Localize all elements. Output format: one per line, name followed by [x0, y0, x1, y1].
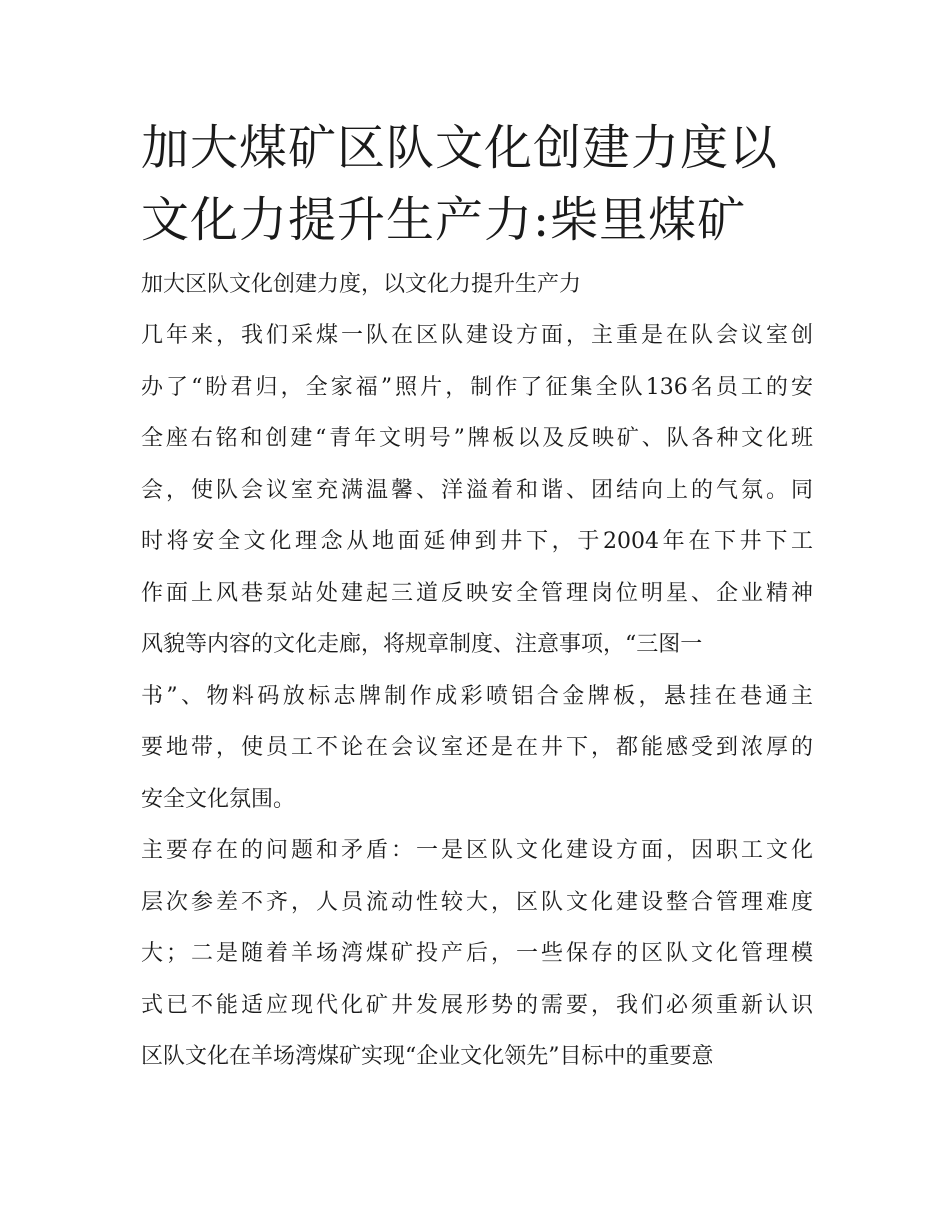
- text-line: 办了“盼君归，全家福”照片，制作了征集全队136名员工的安: [141, 374, 813, 400]
- title-line: 文化力提升生产力:柴里煤矿: [141, 192, 747, 248]
- document-title: [141, 112, 801, 256]
- text-line: 主要存在的问题和矛盾：一是区队文化建设方面，因职工文化: [141, 838, 813, 863]
- paragraph-2: [141, 825, 813, 1083]
- text-line: 层次参差不齐，人员流动性较大，区队文化建设整合管理难度: [141, 889, 813, 915]
- text-line: 式已不能适应现代化矿井发展形势的需要，我们必须重新认识: [141, 992, 813, 1018]
- document-subtitle: 加大区队文化创建力度，以文化力提升生产力: [141, 272, 582, 297]
- text-line: 几年来，我们采煤一队在区队建设方面，主重是在队会议室创: [141, 323, 813, 348]
- text-line: 作面上风巷泵站处建起三道反映安全管理岗位明星、企业精神: [141, 580, 813, 606]
- document-page: [141, 112, 813, 1083]
- text-line: 全座右铭和创建“青年文明号”牌板以及反映矿、队各种文化班: [141, 426, 813, 451]
- text-line: 书”、物料码放标志牌制作成彩喷铝合金牌板，悬挂在巷通主: [141, 683, 813, 709]
- text-line: 会，使队会议室充满温馨、洋溢着和谐、团结向上的气氛。同: [141, 477, 813, 503]
- text-line: 风貌等内容的文化走廊，将规章制度、注意事项，“三图一: [141, 632, 703, 657]
- text-line: 大；二是随着羊场湾煤矿投产后，一些保存的区队文化管理模: [141, 941, 813, 966]
- paragraph-1: [141, 310, 813, 825]
- text-line: 区队文化在羊场湾煤矿实现“企业文化领先”目标中的重要意: [141, 1044, 714, 1069]
- text-line: 安全文化氛围。: [141, 786, 296, 812]
- title-line: 加大煤矿区队文化创建力度以: [141, 120, 779, 176]
- text-line: 时将安全文化理念从地面延伸到井下，于2004年在下井下工: [141, 529, 813, 554]
- text-line: 要地带，使员工不论在会议室还是在井下，都能感受到浓厚的: [141, 735, 813, 760]
